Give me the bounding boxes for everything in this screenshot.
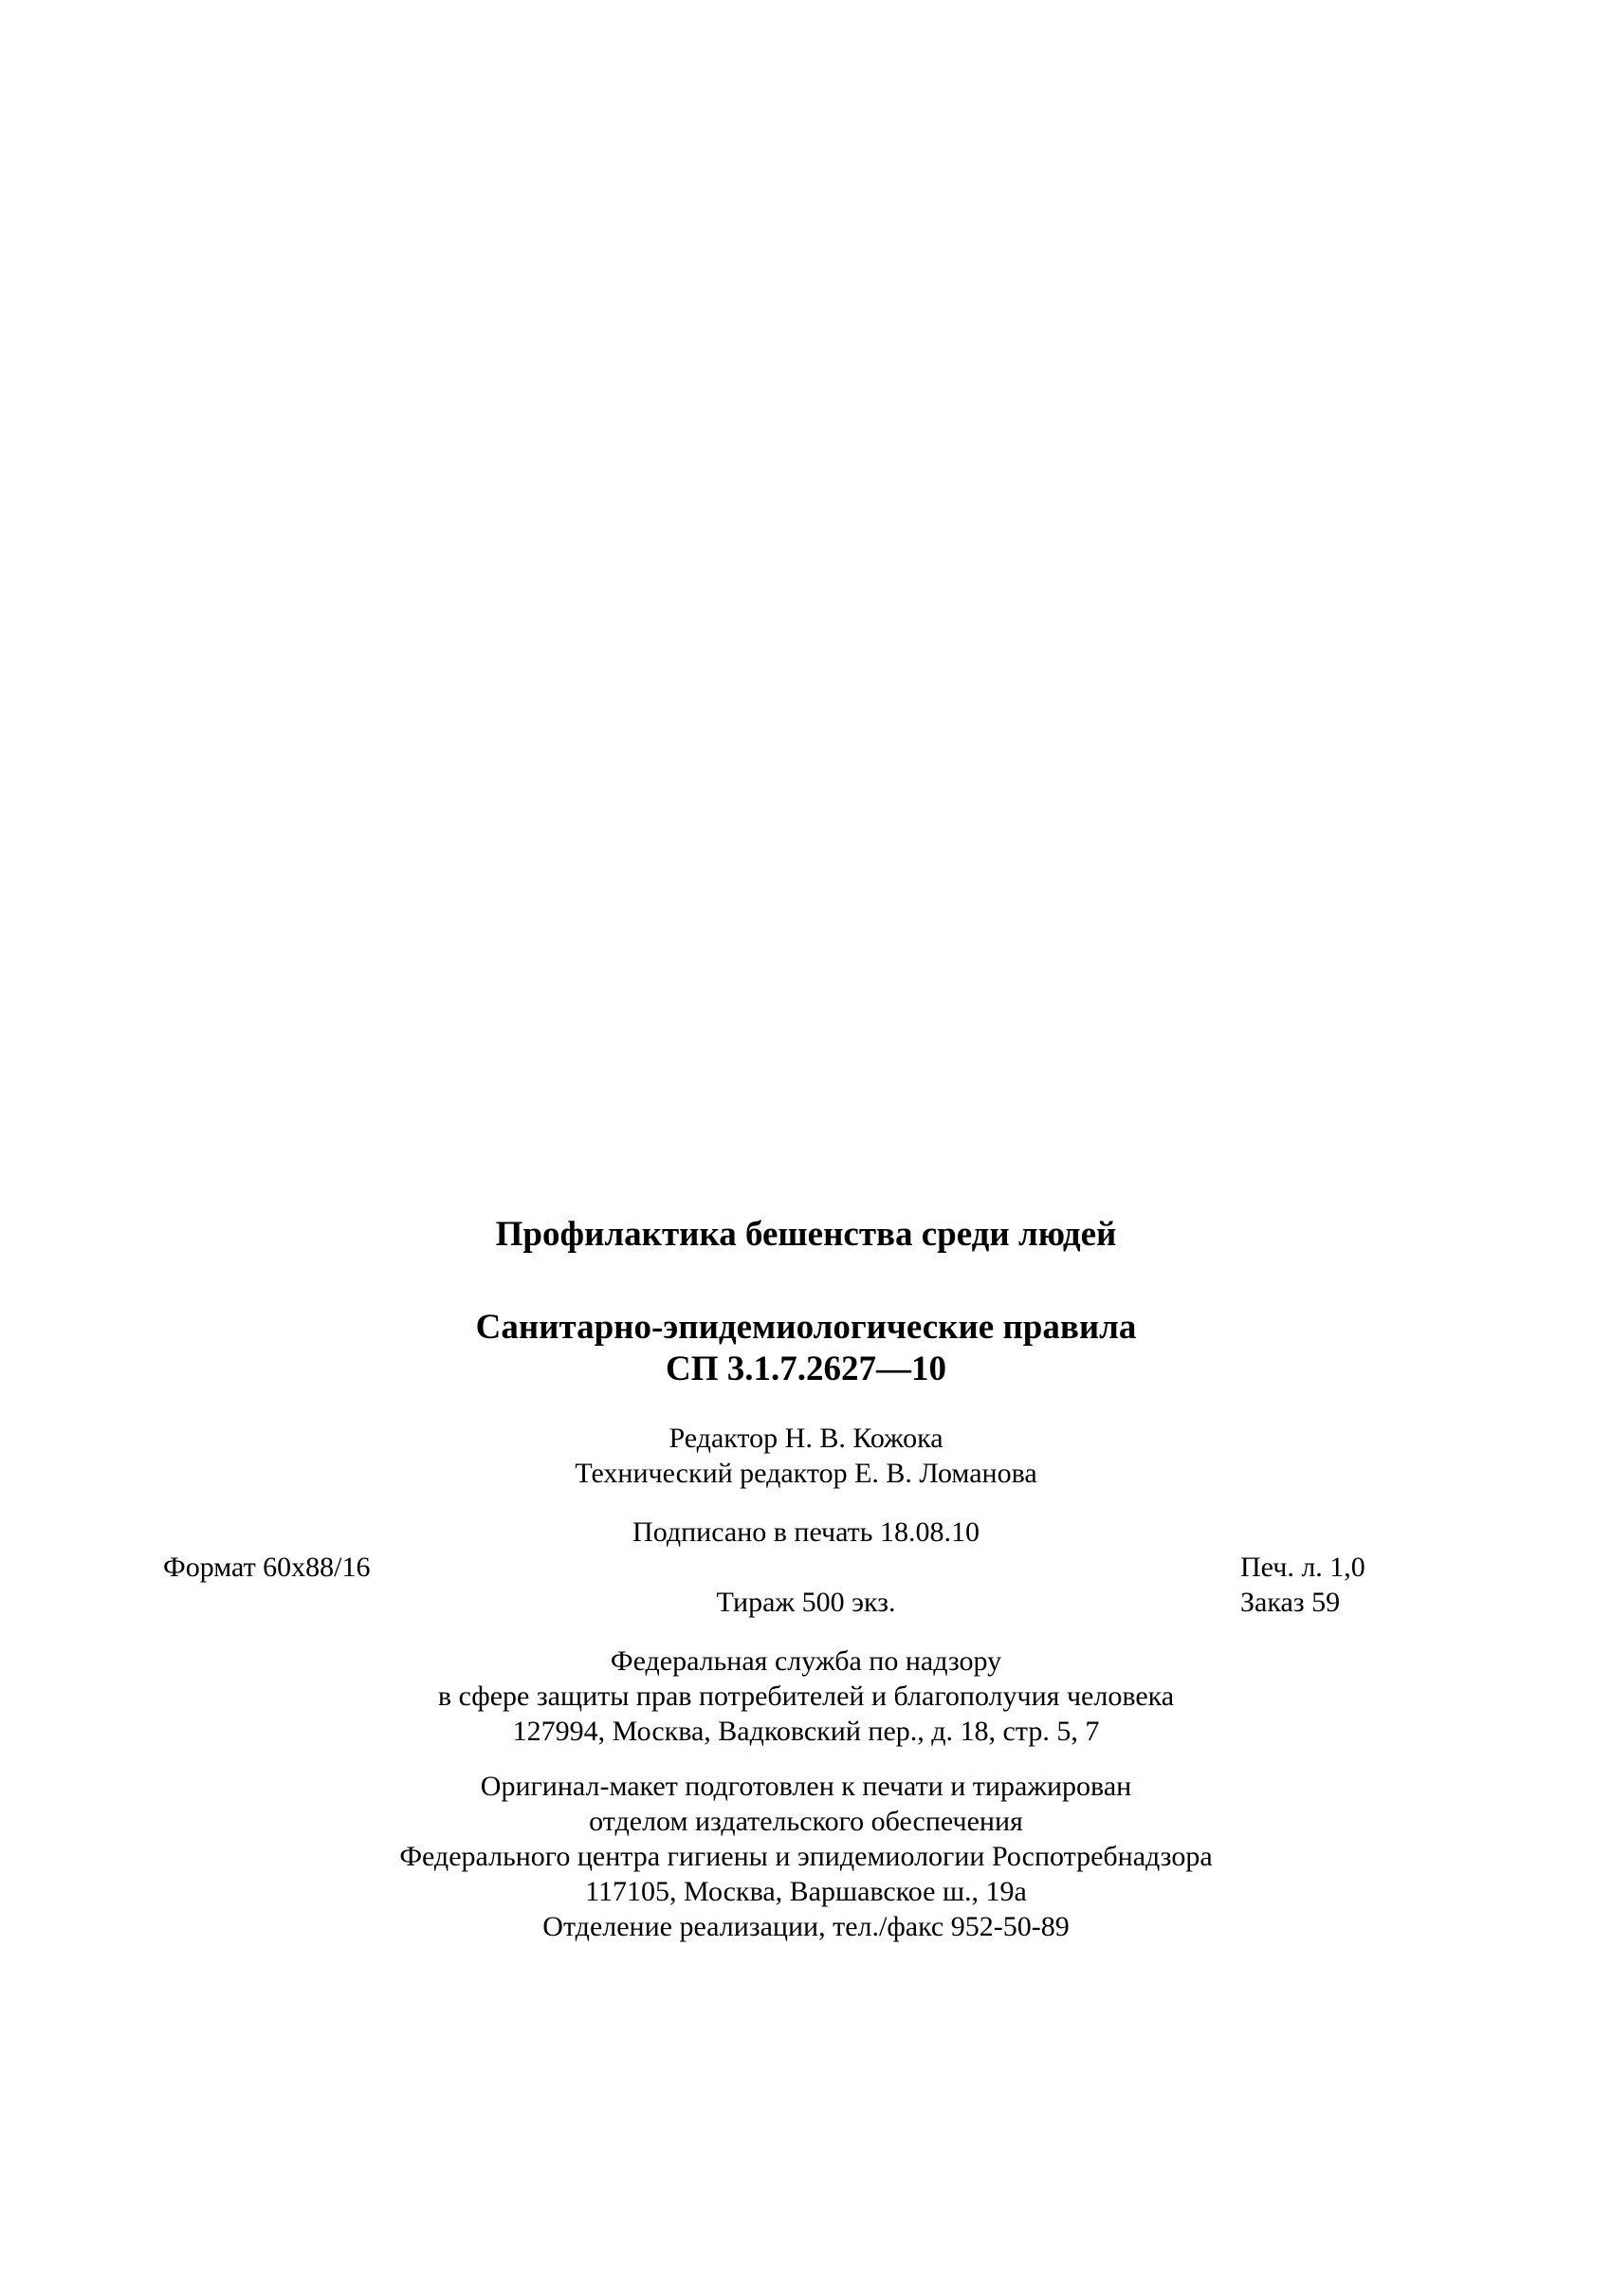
editor-line: Редактор Н. В. Кожока xyxy=(669,1423,943,1454)
rules-subtitle: Санитарно-эпидемиологические правила xyxy=(475,1308,1137,1347)
order-label: Заказ 59 xyxy=(1240,1587,1341,1618)
print-sheets-label: Печ. л. 1,0 xyxy=(1240,1552,1365,1583)
editors-block xyxy=(0,1421,1612,1491)
rules-code: СП 3.1.7.2627—10 xyxy=(666,1350,946,1388)
publisher-contact: Отделение реализации, тел./факс 952-50-89 xyxy=(542,1911,1070,1942)
agency-block xyxy=(0,1644,1612,1749)
publisher-line: Федерального центра гигиены и эпидемиологии Роспотребнадзора xyxy=(399,1841,1213,1872)
publisher-address: 117105, Москва, Варшавское ш., 19а xyxy=(585,1876,1027,1907)
rules-heading xyxy=(0,1307,1612,1390)
publisher-line: отделом издательского обеспечения xyxy=(589,1806,1023,1837)
signed-to-print: Подписано в печать 18.08.10 xyxy=(632,1516,980,1548)
format-label: Формат 60x88/16 xyxy=(163,1552,371,1583)
publisher-block xyxy=(0,1769,1612,1944)
agency-address: 127994, Москва, Вадковский пер., д. 18, стр. 5, 7 xyxy=(512,1716,1100,1747)
circulation-label: Тираж 500 экз. xyxy=(716,1587,896,1618)
publisher-line: Оригинал-макет подготовлен к печати и тиражирован xyxy=(480,1771,1132,1802)
tech-editor-line: Технический редактор Е. В. Ломанова xyxy=(575,1458,1037,1489)
agency-line: в сфере защиты прав потребителей и благополучия человека xyxy=(437,1681,1175,1712)
document-title: Профилактика бешенства среди людей xyxy=(495,1215,1117,1254)
agency-line: Федеральная служба по надзору xyxy=(610,1645,1002,1677)
